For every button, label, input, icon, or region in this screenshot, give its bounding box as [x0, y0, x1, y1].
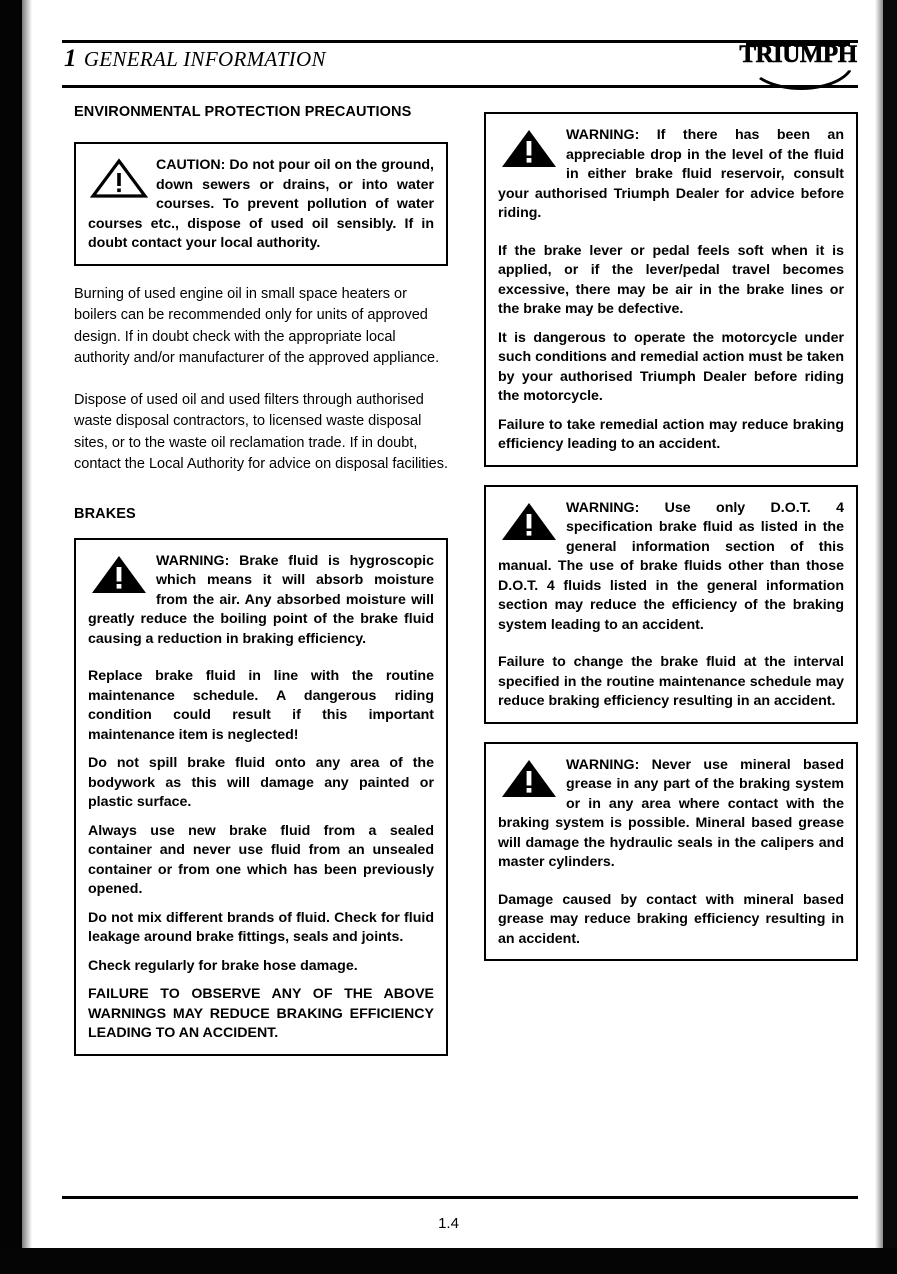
warning-text-replace-fluid: Replace brake fluid in line with the routine maintenance schedule. A dangerous riding condition could result if this important maintenance item is neglected! — [88, 668, 434, 743]
warning-text-soft-lever: If the brake lever or pedal feels soft when it is applied, or if the lever/pedal travel becomes excessive, there may be air in the brake lines or the brake may be defective. — [498, 242, 844, 317]
caution-triangle-outline-icon — [90, 158, 148, 198]
scan-edge-left-gradient — [22, 0, 32, 1274]
warning-text-no-mixing: Do not mix different brands of fluid. Check for fluid leakage around brake fittings, seals and joints. — [88, 909, 434, 945]
triumph-logo — [738, 42, 858, 84]
chapter-number: 1 — [64, 45, 77, 72]
warning-text-failure-to-observe: FAILURE TO OBSERVE ANY OF THE ABOVE WARNINGS MAY REDUCE BRAKING EFFICIENCY LEADING TO AN ACCIDENT. — [88, 986, 434, 1041]
warning-text-fluid-drop: WARNING: If there has been an appreciable drop in the level of the fluid in either brake fluid reservoir, consult your authorised Triumph Dealer for advice before riding. — [498, 127, 844, 221]
chapter-title: GENERAL INFORMATION — [83, 47, 326, 71]
body-paragraph-burning-oil: Burning of used engine oil in small space heaters or boilers can be recommended only for units of approved design. If in doubt check with the appropriate local authority and/or manufacturer of the approved appliance. — [74, 285, 440, 366]
warning-text-dot4-spec: WARNING: Use only D.O.T. 4 specification brake fluid as listed in the general information section of this manual. The use of brake fluids other than those D.O.T. 4 fluids listed in the general information section may reduce the efficiency of the braking system leading to an accident. — [498, 499, 844, 633]
warning-text-grease-damage: Damage caused by contact with mineral based grease may reduce braking efficiency resulting in an accident. — [498, 891, 844, 947]
heading-environmental-protection: ENVIRONMENTAL PROTECTION PRECAUTIONS — [74, 104, 412, 120]
warning-text-remedial-action: Failure to take remedial action may reduce braking efficiency leading to an accident. — [498, 416, 844, 452]
scan-edge-left — [0, 0, 22, 1274]
caution-text: CAUTION: Do not pour oil on the ground, down sewers or drains, or into water courses. To prevent pollution of water courses etc., dispose of used oil sensibly. If in doubt contact your local authority. — [88, 157, 434, 251]
warning-box-fluid-level — [484, 112, 858, 467]
warning-box-dot4-fluid — [484, 485, 858, 724]
warning-triangle-solid-icon — [90, 554, 148, 594]
footer-rule — [62, 1196, 858, 1199]
warning-text-dangerous-operation: It is dangerous to operate the motorcycle under such conditions and remedial action must be taken by your authorised Triumph Dealer before riding the motorcycle. — [498, 329, 844, 404]
warning-text-fluid-change-interval: Failure to change the brake fluid at the interval specified in the routine maintenance schedule may reduce braking efficiency resulting in an accident. — [498, 654, 844, 709]
heading-brakes: BRAKES — [74, 505, 136, 522]
scan-edge-right — [883, 0, 897, 1274]
logo-wordmark: TRIUMPH — [739, 41, 857, 68]
page-number: 1.4 — [438, 1215, 459, 1232]
warning-text-sealed-container: Always use new brake fluid from a sealed container and never use fluid from an unsealed container or from one which has been previously opened. — [88, 822, 434, 897]
warning-text-hose-damage: Check regularly for brake hose damage. — [88, 957, 358, 974]
warning-triangle-solid-icon — [500, 128, 558, 168]
right-column — [484, 112, 858, 979]
caution-box-oil-disposal — [74, 142, 448, 266]
warning-triangle-solid-icon — [500, 501, 558, 541]
header-rule-bottom — [62, 85, 858, 88]
warning-text-hygroscopic: WARNING: Brake fluid is hygroscopic which means it will absorb moisture from the air. Any absorbed moisture will greatly reduce the boiling point of the brake fluid causing a reduction in braking efficiency. — [88, 552, 434, 647]
left-column — [74, 104, 448, 1074]
body-paragraph-dispose-oil: Dispose of used oil and used filters through authorised waste disposal contractors, to licensed waste disposal sites, or to the waste oil reclamation trade. If in doubt, contact the Local Authority for advice on disposal facilities. — [74, 391, 448, 472]
scan-edge-right-gradient — [875, 0, 883, 1274]
warning-box-mineral-grease — [484, 742, 858, 962]
page-title — [64, 45, 326, 73]
warning-text-no-spill: Do not spill brake fluid onto any area of the bodywork as this will damage any painted or plastic surface. — [88, 755, 434, 810]
warning-triangle-solid-icon — [500, 758, 558, 798]
warning-text-never-mineral-grease: WARNING: Never use mineral based grease in any part of the braking system or in any area where contact with the braking system is possible. Mineral based grease will damage the hydraulic seals in the calipers and master cylinders. — [498, 756, 844, 870]
warning-box-brake-fluid — [74, 538, 448, 1056]
scan-edge-bottom — [0, 1248, 897, 1274]
